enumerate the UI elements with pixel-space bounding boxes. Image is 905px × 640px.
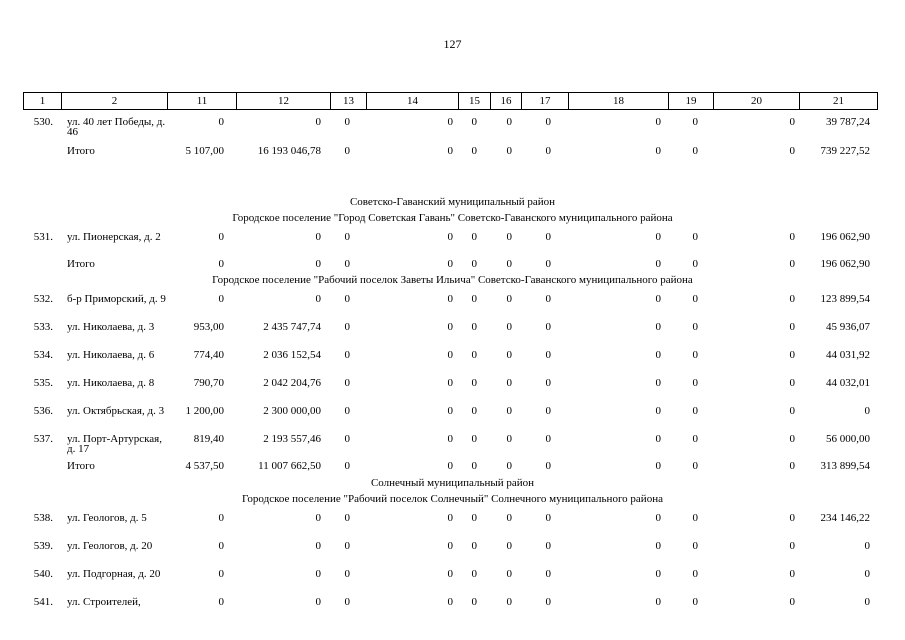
total-row	[0, 146, 905, 172]
table-row	[0, 597, 905, 623]
row-number: 531.	[33, 231, 53, 243]
row-number: 540.	[33, 568, 53, 580]
row-number: 536.	[33, 405, 53, 417]
value-cell: 0	[506, 231, 512, 243]
value-cell: 0	[471, 568, 477, 580]
value-cell: 0	[506, 145, 512, 157]
value-cell: 0	[344, 540, 350, 552]
value-cell: 0	[692, 349, 698, 361]
table-row	[0, 434, 905, 460]
value-cell: 0	[789, 293, 795, 305]
table-row	[0, 322, 905, 348]
value-cell: 0	[344, 116, 350, 128]
column-header: 12	[237, 93, 331, 110]
column-header: 21	[800, 93, 878, 110]
value-cell: 0	[789, 349, 795, 361]
value-cell: 0	[692, 596, 698, 608]
value-cell: 0	[471, 540, 477, 552]
value-cell: 0	[545, 116, 551, 128]
value-cell: 0	[506, 460, 512, 472]
value-cell: 0	[655, 231, 661, 243]
address-cell: ул. Строителей,	[67, 596, 141, 608]
column-header: 18	[569, 93, 669, 110]
row-number: 535.	[33, 377, 53, 389]
value-cell: 0	[545, 231, 551, 243]
table-row	[0, 541, 905, 567]
value-cell: 234 146,22	[820, 512, 870, 524]
value-cell: 0	[789, 321, 795, 333]
table-row	[0, 406, 905, 432]
value-cell: 0	[344, 596, 350, 608]
value-cell: 0	[447, 460, 453, 472]
page-number: 127	[443, 37, 462, 51]
value-cell: 0	[218, 231, 224, 243]
value-cell: 1 200,00	[185, 405, 224, 417]
value-cell: 0	[789, 512, 795, 524]
value-cell: 0	[218, 540, 224, 552]
value-cell: 196 062,90	[820, 231, 870, 243]
value-cell: 0	[218, 293, 224, 305]
section-heading: Солнечный муниципальный район	[370, 477, 535, 489]
table-row	[0, 569, 905, 595]
total-label: Итого	[67, 460, 95, 472]
table-row	[0, 232, 905, 258]
value-cell: 0	[344, 433, 350, 445]
value-cell: 39 787,24	[826, 116, 870, 128]
column-header: 17	[522, 93, 569, 110]
column-header: 15	[459, 93, 491, 110]
value-cell: 0	[655, 321, 661, 333]
value-cell: 0	[344, 231, 350, 243]
value-cell: 0	[471, 512, 477, 524]
value-cell: 0	[545, 258, 551, 270]
value-cell: 0	[471, 349, 477, 361]
column-header: 20	[714, 93, 800, 110]
value-cell: 2 435 747,74	[263, 321, 321, 333]
column-header: 13	[331, 93, 367, 110]
value-cell: 0	[506, 596, 512, 608]
value-cell: 2 300 000,00	[263, 405, 321, 417]
value-cell: 0	[344, 145, 350, 157]
value-cell: 953,00	[193, 321, 224, 333]
value-cell: 0	[471, 321, 477, 333]
value-cell: 0	[692, 293, 698, 305]
value-cell: 0	[447, 596, 453, 608]
section-heading: Городское поселение "Рабочий поселок Заветы Ильича" Советско-Гаванского муниципального района	[212, 274, 693, 286]
value-cell: 0	[655, 540, 661, 552]
value-cell: 0	[692, 116, 698, 128]
value-cell: 0	[471, 405, 477, 417]
value-cell: 0	[344, 258, 350, 270]
value-cell: 0	[506, 568, 512, 580]
value-cell: 0	[315, 116, 321, 128]
value-cell: 0	[789, 540, 795, 552]
value-cell: 0	[789, 596, 795, 608]
column-header: 11	[168, 93, 237, 110]
value-cell: 0	[218, 512, 224, 524]
value-cell: 0	[315, 596, 321, 608]
column-header: 19	[669, 93, 714, 110]
value-cell: 0	[692, 540, 698, 552]
value-cell: 0	[789, 460, 795, 472]
value-cell: 0	[545, 405, 551, 417]
value-cell: 0	[506, 540, 512, 552]
table-row	[0, 513, 905, 539]
value-cell: 0	[344, 293, 350, 305]
value-cell: 0	[655, 596, 661, 608]
total-label: Итого	[67, 258, 95, 270]
value-cell: 5 107,00	[185, 145, 224, 157]
value-cell: 0	[447, 433, 453, 445]
column-header: 1	[24, 93, 62, 110]
value-cell: 0	[692, 231, 698, 243]
address-cell: б-р Приморский, д. 9	[67, 293, 166, 305]
value-cell: 0	[545, 433, 551, 445]
value-cell: 0	[655, 405, 661, 417]
value-cell: 0	[506, 405, 512, 417]
value-cell: 819,40	[193, 433, 224, 445]
value-cell: 0	[344, 568, 350, 580]
value-cell: 2 036 152,54	[263, 349, 321, 361]
row-number: 539.	[33, 540, 53, 552]
row-number: 533.	[33, 321, 53, 333]
column-header: 14	[367, 93, 459, 110]
value-cell: 0	[692, 460, 698, 472]
value-cell: 0	[655, 349, 661, 361]
value-cell: 0	[447, 231, 453, 243]
value-cell: 0	[447, 293, 453, 305]
value-cell: 0	[789, 116, 795, 128]
total-label: Итого	[67, 145, 95, 157]
row-number: 538.	[33, 512, 53, 524]
address-cell: ул. Порт-Артурская, д. 17	[67, 433, 162, 455]
value-cell: 0	[447, 145, 453, 157]
value-cell: 0	[655, 377, 661, 389]
value-cell: 0	[692, 145, 698, 157]
address-cell: ул. Геологов, д. 20	[67, 540, 153, 552]
value-cell: 0	[315, 512, 321, 524]
value-cell: 790,70	[193, 377, 224, 389]
value-cell: 0	[506, 349, 512, 361]
value-cell: 0	[506, 512, 512, 524]
value-cell: 0	[789, 568, 795, 580]
value-cell: 0	[692, 512, 698, 524]
value-cell: 0	[471, 377, 477, 389]
value-cell: 0	[447, 258, 453, 270]
value-cell: 0	[447, 568, 453, 580]
value-cell: 0	[218, 258, 224, 270]
value-cell: 11 007 662,50	[258, 460, 321, 472]
section-heading: Городское поселение "Рабочий поселок Солнечный" Солнечного муниципального района	[242, 493, 663, 505]
value-cell: 0	[789, 433, 795, 445]
value-cell: 0	[545, 321, 551, 333]
column-header: 16	[491, 93, 522, 110]
value-cell: 0	[315, 568, 321, 580]
address-cell: ул. Геологов, д. 5	[67, 512, 147, 524]
value-cell: 0	[344, 321, 350, 333]
value-cell: 0	[471, 596, 477, 608]
value-cell: 0	[692, 377, 698, 389]
value-cell: 0	[692, 321, 698, 333]
table-row	[0, 378, 905, 404]
value-cell: 0	[864, 405, 870, 417]
value-cell: 0	[692, 258, 698, 270]
value-cell: 0	[447, 349, 453, 361]
value-cell: 313 899,54	[820, 460, 870, 472]
value-cell: 0	[789, 145, 795, 157]
value-cell: 0	[344, 460, 350, 472]
value-cell: 0	[471, 231, 477, 243]
table-row	[0, 117, 905, 143]
address-cell: ул. Николаева, д. 3	[67, 321, 155, 333]
value-cell: 0	[545, 377, 551, 389]
value-cell: 0	[545, 512, 551, 524]
value-cell: 0	[655, 460, 661, 472]
table-row	[0, 294, 905, 320]
value-cell: 0	[315, 540, 321, 552]
value-cell: 0	[506, 433, 512, 445]
value-cell: 0	[545, 293, 551, 305]
value-cell: 0	[315, 293, 321, 305]
value-cell: 0	[471, 460, 477, 472]
address-cell: ул. Октябрьская, д. 3	[67, 405, 165, 417]
value-cell: 0	[506, 377, 512, 389]
value-cell: 0	[545, 596, 551, 608]
value-cell: 0	[655, 293, 661, 305]
address-cell: ул. Пионерская, д. 2	[67, 231, 161, 243]
address-cell: ул. Николаева, д. 8	[67, 377, 155, 389]
value-cell: 123 899,54	[820, 293, 870, 305]
value-cell: 2 042 204,76	[263, 377, 321, 389]
value-cell: 0	[864, 568, 870, 580]
row-number: 541.	[33, 596, 53, 608]
value-cell: 0	[447, 512, 453, 524]
value-cell: 0	[545, 460, 551, 472]
section-heading: Городское поселение "Город Советская Гавань" Советско-Гаванского муниципального района	[232, 212, 673, 224]
value-cell: 0	[315, 258, 321, 270]
address-cell: ул. Подгорная, д. 20	[67, 568, 161, 580]
value-cell: 0	[545, 349, 551, 361]
value-cell: 44 031,92	[826, 349, 870, 361]
value-cell: 0	[789, 405, 795, 417]
value-cell: 0	[655, 433, 661, 445]
value-cell: 0	[506, 293, 512, 305]
value-cell: 2 193 557,46	[263, 433, 321, 445]
value-cell: 0	[218, 116, 224, 128]
value-cell: 0	[447, 116, 453, 128]
value-cell: 0	[545, 540, 551, 552]
value-cell: 0	[655, 512, 661, 524]
address-cell: ул. Николаева, д. 6	[67, 349, 155, 361]
value-cell: 44 032,01	[826, 377, 870, 389]
row-number: 532.	[33, 293, 53, 305]
value-cell: 16 193 046,78	[257, 145, 321, 157]
row-number: 530.	[33, 116, 53, 128]
value-cell: 56 000,00	[826, 433, 870, 445]
column-header: 2	[62, 93, 168, 110]
value-cell: 774,40	[193, 349, 224, 361]
value-cell: 0	[655, 258, 661, 270]
value-cell: 0	[692, 405, 698, 417]
value-cell: 196 062,90	[820, 258, 870, 270]
value-cell: 0	[692, 568, 698, 580]
value-cell: 0	[447, 321, 453, 333]
value-cell: 0	[344, 405, 350, 417]
value-cell: 0	[545, 568, 551, 580]
value-cell: 0	[315, 231, 321, 243]
value-cell: 0	[864, 540, 870, 552]
value-cell: 0	[447, 405, 453, 417]
value-cell: 0	[447, 540, 453, 552]
row-number: 537.	[33, 433, 53, 445]
value-cell: 0	[655, 116, 661, 128]
value-cell: 0	[447, 377, 453, 389]
value-cell: 0	[506, 116, 512, 128]
address-cell: ул. 40 лет Победы, д. 46	[67, 116, 166, 138]
value-cell: 4 537,50	[185, 460, 224, 472]
table-row	[0, 350, 905, 376]
row-number: 534.	[33, 349, 53, 361]
value-cell: 0	[506, 321, 512, 333]
value-cell: 0	[655, 568, 661, 580]
value-cell: 0	[545, 145, 551, 157]
value-cell: 0	[655, 145, 661, 157]
value-cell: 0	[471, 293, 477, 305]
value-cell: 0	[692, 433, 698, 445]
value-cell: 0	[471, 258, 477, 270]
value-cell: 0	[864, 596, 870, 608]
section-heading: Советско-Гаванский муниципальный район	[349, 196, 556, 208]
value-cell: 739 227,52	[820, 145, 870, 157]
value-cell: 0	[344, 512, 350, 524]
value-cell: 45 936,07	[826, 321, 870, 333]
value-cell: 0	[218, 568, 224, 580]
value-cell: 0	[471, 116, 477, 128]
value-cell: 0	[344, 349, 350, 361]
value-cell: 0	[789, 231, 795, 243]
value-cell: 0	[471, 145, 477, 157]
value-cell: 0	[506, 258, 512, 270]
value-cell: 0	[789, 258, 795, 270]
value-cell: 0	[344, 377, 350, 389]
value-cell: 0	[471, 433, 477, 445]
value-cell: 0	[218, 596, 224, 608]
value-cell: 0	[789, 377, 795, 389]
